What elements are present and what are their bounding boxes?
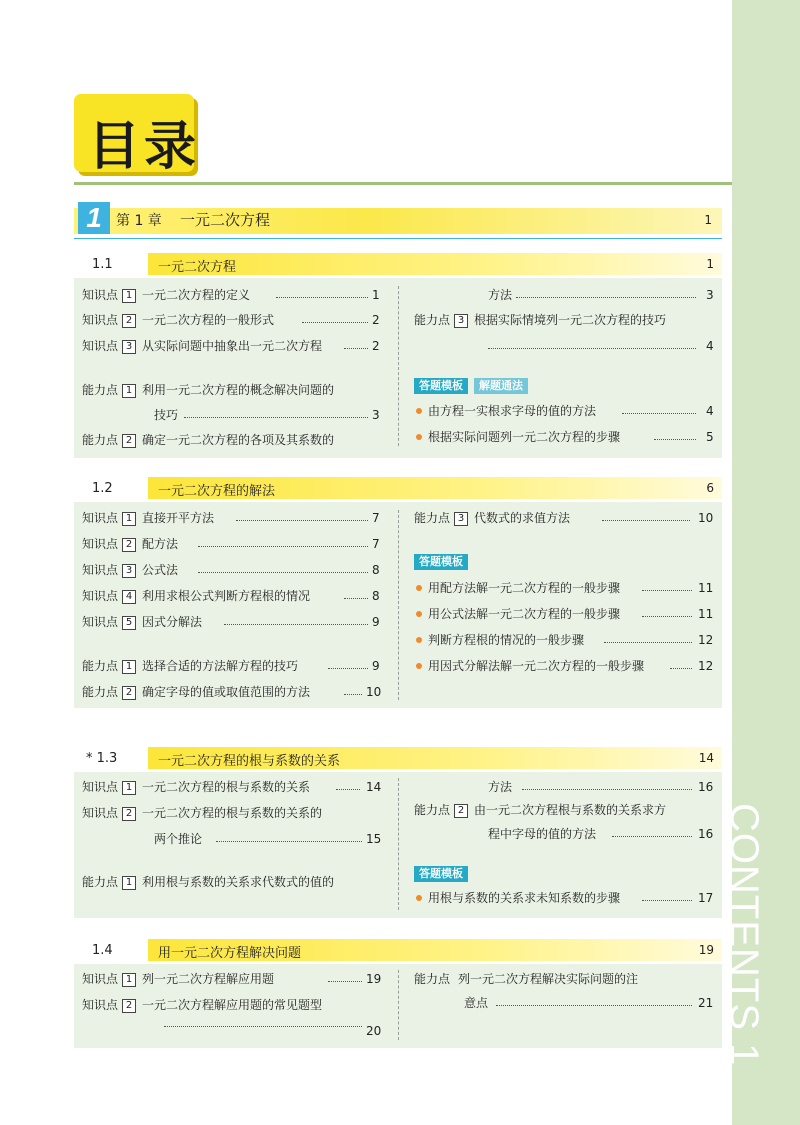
page-number: 12 <box>698 633 714 647</box>
page-number: 11 <box>698 581 714 595</box>
toc-entry[interactable]: 知识点 1 列一元二次方程解应用题 <box>82 972 275 986</box>
page-number: 9 <box>372 615 380 629</box>
bullet-icon <box>416 895 422 901</box>
page-number: 2 <box>372 313 380 327</box>
section-number: 1.1 <box>92 257 113 272</box>
section-page: 19 <box>698 943 714 957</box>
section-title[interactable]: 一元二次方程的根与系数的关系 <box>158 754 341 769</box>
page-number: 7 <box>372 511 380 525</box>
chapter-label: 第 1 章 <box>116 213 162 229</box>
toc-entry[interactable]: 知识点 1 一元二次方程的根与系数的关系 <box>82 780 311 794</box>
page-number: 7 <box>372 537 380 551</box>
chapter-rule <box>74 238 722 239</box>
page-number: 11 <box>698 607 714 621</box>
toc-entry[interactable]: 能力点 3 根据实际情境列一元二次方程的技巧 <box>414 313 667 327</box>
section-number: * 1.3 <box>86 751 118 766</box>
bullet-icon <box>416 611 422 617</box>
section-page: 14 <box>698 751 714 765</box>
section-title[interactable]: 一元二次方程 <box>158 260 237 275</box>
column-divider <box>398 510 399 700</box>
toc-entry[interactable]: 能力点 1 利用根与系数的关系求代数式的值的 <box>82 875 335 889</box>
page-number: 3 <box>372 408 380 422</box>
page-number: 15 <box>366 832 382 846</box>
page-number: 1 <box>372 288 380 302</box>
page-number: 17 <box>698 891 714 905</box>
toc-entry[interactable]: 方法 <box>488 288 513 302</box>
page-number: 21 <box>698 996 714 1010</box>
method-entry[interactable]: 判断方程根的情况的一般步骤 <box>428 633 585 647</box>
method-entry[interactable]: 根据实际问题列一元二次方程的步骤 <box>428 430 621 444</box>
bullet-icon <box>416 637 422 643</box>
title-rule <box>74 182 732 185</box>
method-entry[interactable]: 用配方法解一元二次方程的一般步骤 <box>428 581 621 595</box>
section-1-4: 1.4 用一元二次方程解决问题 19 知识点 1 列一元二次方程解应用题 19 知识点 2 一元二次方程解应用题的常见题型 20 能力点 列一元二次方程解决实际问题的注 意点 21 <box>74 936 722 1048</box>
bullet-icon <box>416 585 422 591</box>
method-entry[interactable]: 用根与系数的关系求未知系数的步骤 <box>428 891 621 905</box>
column-divider <box>398 970 399 1040</box>
page-number: 5 <box>706 430 714 444</box>
toc-entry[interactable]: 能力点 2 确定一元二次方程的各项及其系数的 <box>82 433 335 447</box>
method-entry[interactable]: 由方程一实根求字母的值的方法 <box>428 404 597 418</box>
toc-entry[interactable]: 知识点 2 配方法 <box>82 537 179 551</box>
chapter-title[interactable]: 一元二次方程 <box>180 211 271 229</box>
section-title[interactable]: 用一元二次方程解决问题 <box>158 946 302 961</box>
toc-entry[interactable]: 能力点 1 利用一元二次方程的概念解决问题的 <box>82 383 335 397</box>
toc-entry[interactable]: 知识点 3 公式法 <box>82 563 179 577</box>
solution-method-tag: 解题通法 <box>474 378 528 394</box>
page-number: 2 <box>372 339 380 353</box>
page-number: 9 <box>372 659 380 673</box>
toc-entry[interactable]: 能力点 3 代数式的求值方法 <box>414 511 571 525</box>
toc-entry[interactable]: 知识点 2 一元二次方程的根与系数的关系的 <box>82 806 323 820</box>
toc-entry[interactable]: 知识点 5 因式分解法 <box>82 615 203 629</box>
section-1-3: * 1.3 一元二次方程的根与系数的关系 14 知识点 1 一元二次方程的根与系数的关系 14 知识点 2 一元二次方程的根与系数的关系的 两个推论 15 能力点 1 利用根与系数的关系求代数式的值的 方法 16 能力点 2 由一元二次方程根与系数的关系求方 程中字母的值的方法 16 答题模板 用根与系数的关系求未知系数的步骤 17 <box>74 744 722 918</box>
bullet-icon <box>416 663 422 669</box>
section-page: 1 <box>706 257 714 271</box>
toc-entry[interactable]: 知识点 2 一元二次方程的一般形式 <box>82 313 275 327</box>
toc-entry[interactable]: 能力点 2 由一元二次方程根与系数的关系求方 <box>414 803 667 817</box>
page-number: 8 <box>372 563 380 577</box>
column-divider <box>398 778 399 910</box>
section-number: 1.2 <box>92 481 113 496</box>
method-entry[interactable]: 用因式分解法解一元二次方程的一般步骤 <box>428 659 645 673</box>
page-number: 16 <box>698 827 714 841</box>
toc-entry[interactable]: 知识点 1 直接开平方法 <box>82 511 215 525</box>
page-number: 4 <box>706 339 714 353</box>
chapter-number-badge: 1 <box>78 202 110 234</box>
toc-entry[interactable]: 知识点 3 从实际问题中抽象出一元二次方程 <box>82 339 323 353</box>
page-number: 19 <box>366 972 382 986</box>
page-number: 4 <box>706 404 714 418</box>
page-title: 目录 <box>88 117 201 177</box>
page-number: 14 <box>366 780 382 794</box>
bullet-icon <box>416 408 422 414</box>
page-number: 3 <box>706 288 714 302</box>
method-entry[interactable]: 用公式法解一元二次方程的一般步骤 <box>428 607 621 621</box>
toc-entry[interactable]: 知识点 2 一元二次方程解应用题的常见题型 <box>82 998 323 1012</box>
section-title[interactable]: 一元二次方程的解法 <box>158 484 276 499</box>
toc-entry[interactable]: 能力点 列一元二次方程解决实际问题的注 <box>414 972 639 986</box>
toc-entry[interactable]: 方法 <box>488 780 513 794</box>
page-number: 12 <box>698 659 714 673</box>
section-1-2 <box>74 474 722 708</box>
answer-template-tag: 答题模板 <box>414 866 468 882</box>
toc-entry[interactable]: 能力点 2 确定字母的值或取值范围的方法 <box>82 685 311 699</box>
contents-vertical-label: CONTENTS 1 <box>722 803 766 1067</box>
page-number: 20 <box>366 1024 382 1038</box>
page-number: 16 <box>698 780 714 794</box>
toc-entry[interactable]: 知识点 1 一元二次方程的定义 <box>82 288 251 302</box>
page-number: 10 <box>366 685 382 699</box>
toc-entry[interactable]: 能力点 1 选择合适的方法解方程的技巧 <box>82 659 299 673</box>
page-number: 8 <box>372 589 380 603</box>
section-1-1: 1.1 一元二次方程 1 知识点 1 一元二次方程的定义 1 知识点 2 一元二次方程的一般形式 2 知识点 3 从实际问题中抽象出一元二次方程 2 能力点 1 利用一元二次方程的概念解决问题的 技巧 3 能力点 2 确定一元二次方程的各项及其系数的 方法 3 能力点 3 根据实际情境列一元二次方程的技巧 4 答题模板 解题通法 由方程一实根求字母的值的方法 4 根据实际问题列一元二次方程的步骤 5 <box>74 250 722 458</box>
chapter-bar[interactable] <box>74 208 722 234</box>
toc-entry[interactable]: 知识点 4 利用求根公式判断方程根的情况 <box>82 589 311 603</box>
answer-template-tag: 答题模板 <box>414 378 468 394</box>
bullet-icon <box>416 434 422 440</box>
column-divider <box>398 286 399 446</box>
chapter-page: 1 <box>704 213 712 227</box>
page-number: 10 <box>698 511 714 525</box>
answer-template-tag: 答题模板 <box>414 554 468 570</box>
section-number: 1.4 <box>92 943 113 958</box>
section-page: 6 <box>706 481 714 495</box>
